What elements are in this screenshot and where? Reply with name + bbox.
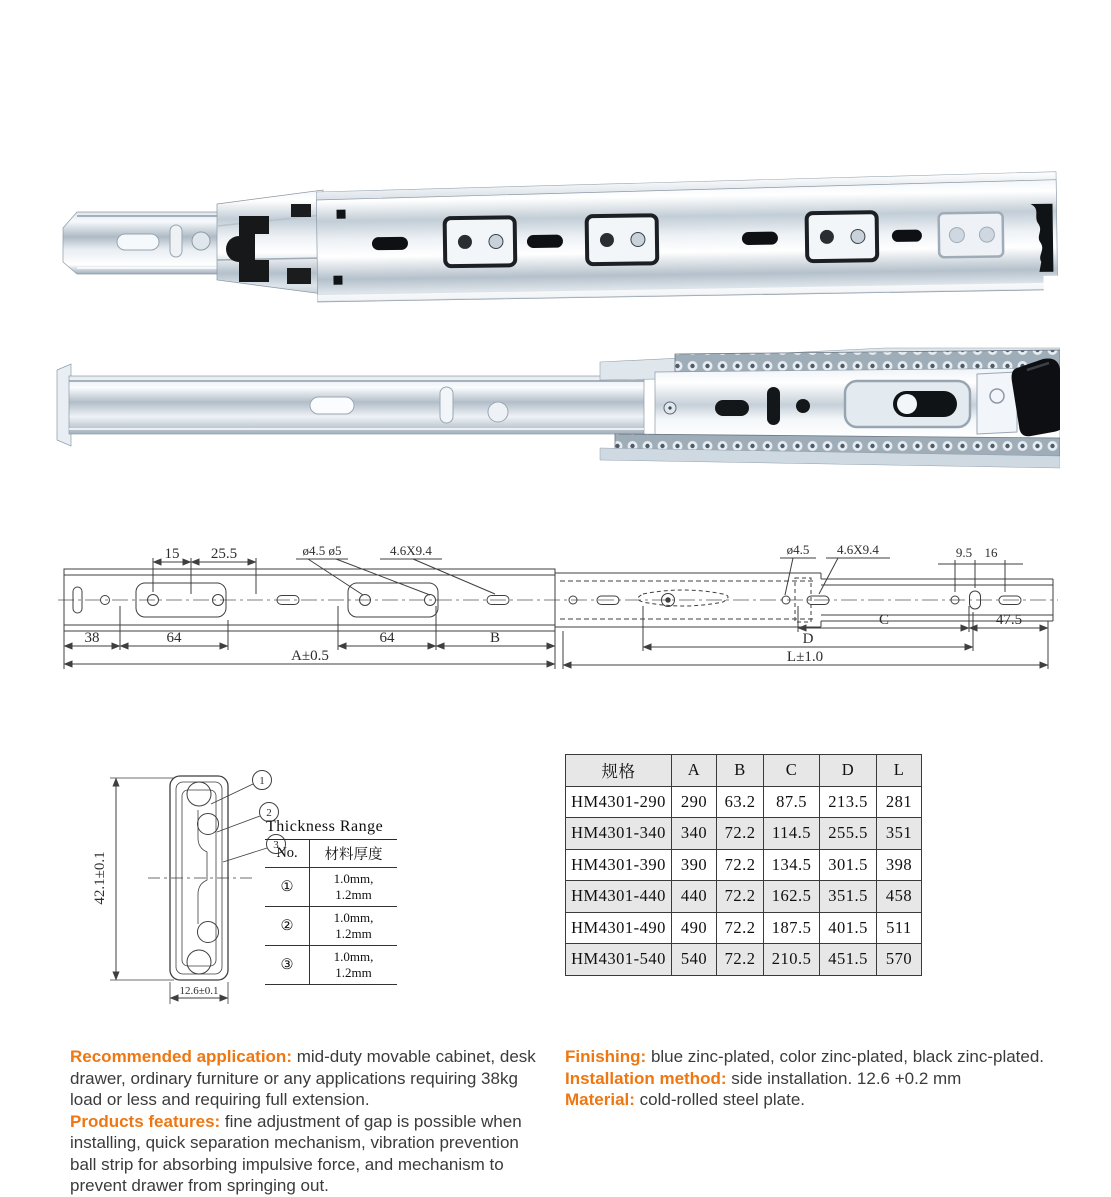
spec-cell-model: HM4301-440 [566, 881, 672, 913]
spec-cell-model: HM4301-490 [566, 912, 672, 944]
thickness-col-material: 材料厚度 [310, 840, 398, 868]
thickness-range-title: Thickness Range [265, 818, 397, 840]
thickness-row-no: ① [265, 868, 310, 907]
product-photo-2 [55, 326, 1060, 481]
latch-plate [845, 381, 970, 427]
spec-cell: 187.5 [764, 912, 820, 944]
callout-1: 1 [259, 775, 265, 787]
spec-cell: 281 [877, 786, 922, 818]
note-text: fine adjustment of gap is possible when installing, quick separation mechanism, vibration prevention ball strip for absorbing impulsive force, and mechanism to prevent drawer from springing out. [70, 1111, 522, 1195]
slot-oval [527, 235, 563, 249]
dim-label-47-5: 47.5 [995, 612, 1023, 628]
spec-cell-model: HM4301-540 [566, 944, 672, 976]
mount-notch-top [336, 210, 345, 219]
spec-cell: 63.2 [717, 786, 764, 818]
slot-vertical [440, 387, 453, 423]
product-photo-1 [55, 168, 1060, 323]
slide-carriage [217, 190, 323, 294]
hole-round [192, 232, 210, 250]
note-text: cold-rolled steel plate. [634, 1090, 806, 1109]
spec-cell: 210.5 [764, 944, 820, 976]
slot-oval [742, 232, 778, 246]
spec-row [566, 881, 922, 913]
thickness-table [265, 840, 397, 985]
dim-label-9-5: 9.5 [955, 545, 973, 560]
slot-oval [117, 234, 159, 250]
dim-label-C: C [878, 612, 890, 628]
dim-label-16: 16 [984, 545, 998, 560]
dim-label-B: B [489, 630, 501, 646]
spec-cell: 213.5 [820, 786, 877, 818]
dim-label-25-5: 25.5 [210, 546, 238, 562]
spec-header-row [566, 755, 922, 787]
bracket-cutout [587, 215, 658, 264]
note-finishing [565, 1046, 1045, 1068]
thickness-header-row [265, 840, 397, 868]
slot-vertical [170, 225, 182, 257]
cross-section-height-label: 42.1±0.1 [92, 851, 108, 905]
cross-section-width-label: 12.6±0.1 [179, 985, 219, 997]
dim-label-L: L±1.0 [786, 649, 824, 665]
spec-cell-model: HM4301-390 [566, 849, 672, 881]
dim-label-A: A±0.5 [291, 648, 329, 664]
note-label: Material: [565, 1090, 635, 1109]
spec-row [566, 849, 922, 881]
spec-row [566, 786, 922, 818]
notes-right [565, 1046, 1045, 1111]
note-label: Finishing: [565, 1047, 647, 1066]
spec-header-D: D [820, 755, 877, 787]
note-label: Recommended application: [70, 1047, 292, 1066]
callout-3: 3 [273, 839, 279, 851]
hole-round [796, 399, 810, 413]
note-material [565, 1089, 1045, 1111]
inner-rail [57, 364, 644, 446]
spec-cell: 340 [672, 818, 717, 850]
technical-drawing [58, 538, 1058, 693]
specification-table [565, 754, 922, 976]
callout-2: 2 [266, 807, 272, 819]
spec-cell: 134.5 [764, 849, 820, 881]
spec-cell: 72.2 [717, 881, 764, 913]
thickness-row-no: ② [265, 907, 310, 946]
spec-header-A: A [672, 755, 717, 787]
spec-cell: 87.5 [764, 786, 820, 818]
dim-label-38: 38 [84, 630, 100, 646]
thickness-row-no: ③ [265, 946, 310, 985]
spec-cell: 511 [877, 912, 922, 944]
slot-oval [372, 237, 408, 251]
spec-cell: 114.5 [764, 818, 820, 850]
spec-cell: 540 [672, 944, 717, 976]
spec-cell: 401.5 [820, 912, 877, 944]
thickness-row-value: 1.0mm, 1.2mm [310, 946, 398, 985]
spec-cell-model: HM4301-340 [566, 818, 672, 850]
inner-rail [63, 212, 227, 274]
slot-oval [310, 397, 354, 414]
dim-label-D: D [802, 631, 814, 647]
spec-cell: 351.5 [820, 881, 877, 913]
spec-header-model: 规格 [566, 755, 672, 787]
spec-header-B: B [717, 755, 764, 787]
spec-cell: 351 [877, 818, 922, 850]
note-products-features [70, 1111, 544, 1197]
spec-cell: 570 [877, 944, 922, 976]
spec-cell: 398 [877, 849, 922, 881]
spec-cell: 290 [672, 786, 717, 818]
dim-label-46x94-right: 4.6X9.4 [837, 542, 879, 557]
note-text: blue zinc-plated, color zinc-plated, black zinc-plated. [646, 1047, 1045, 1066]
thickness-row [265, 907, 397, 946]
note-text: side installation. 12.6 +0.2 mm [726, 1068, 962, 1088]
spec-cell: 390 [672, 849, 717, 881]
slot-oval [715, 400, 749, 416]
drawer-slide-photo-extended [55, 326, 1060, 476]
thickness-row [265, 868, 397, 907]
drawer-slide-photo-closed [55, 168, 1060, 318]
spec-cell: 72.2 [717, 912, 764, 944]
spec-cell-model: HM4301-290 [566, 786, 672, 818]
notes-left [70, 1046, 544, 1197]
release-lever [1012, 358, 1060, 436]
note-recommended-application [70, 1046, 544, 1111]
spec-cell: 440 [672, 881, 717, 913]
spec-cell: 72.2 [717, 944, 764, 976]
thickness-col-no: No. [265, 840, 310, 868]
bracket-cutout [445, 217, 516, 266]
mount-notch-bottom [333, 276, 342, 285]
spec-cell: 255.5 [820, 818, 877, 850]
dim-label-64b: 64 [379, 630, 395, 646]
spec-cell: 301.5 [820, 849, 877, 881]
spec-row [566, 912, 922, 944]
spec-cell: 451.5 [820, 944, 877, 976]
dim-label-15: 15 [164, 546, 180, 562]
note-label: Products features: [70, 1111, 221, 1131]
spec-row [566, 944, 922, 976]
slot-vertical [767, 387, 780, 425]
bracket-cutout [807, 212, 878, 261]
thickness-range-table [265, 818, 397, 985]
spec-cell: 458 [877, 881, 922, 913]
dimension-drawing [58, 538, 1058, 688]
spec-header-C: C [764, 755, 820, 787]
spec-header-L: L [877, 755, 922, 787]
hole-round [488, 402, 508, 422]
spec-cell: 72.2 [717, 849, 764, 881]
spec-cell: 162.5 [764, 881, 820, 913]
slot-oval [892, 230, 922, 242]
note-text: mid-duty movable cabinet, desk drawer, ordinary furniture or any applications requiring 38kg load or less and requiring full extension. [70, 1047, 536, 1109]
spec-cell: 72.2 [717, 818, 764, 850]
dim-label-46x94-left: 4.6X9.4 [390, 543, 432, 558]
dim-label-64a: 64 [166, 630, 182, 646]
spec-cell: 490 [672, 912, 717, 944]
bracket-embossed [939, 212, 1004, 257]
thickness-row [265, 946, 397, 985]
outer-assembly [600, 348, 1060, 468]
spec-row [566, 818, 922, 850]
thickness-row-value: 1.0mm, 1.2mm [310, 907, 398, 946]
dim-label-dia45-right: ø4.5 [786, 542, 810, 557]
thickness-row-value: 1.0mm, 1.2mm [310, 868, 398, 907]
note-installation-method [565, 1068, 1045, 1090]
note-label: Installation method: [565, 1068, 727, 1088]
dim-label-dia45-5: ø4.5 ø5 [302, 543, 342, 558]
outer-rail [316, 172, 1060, 302]
